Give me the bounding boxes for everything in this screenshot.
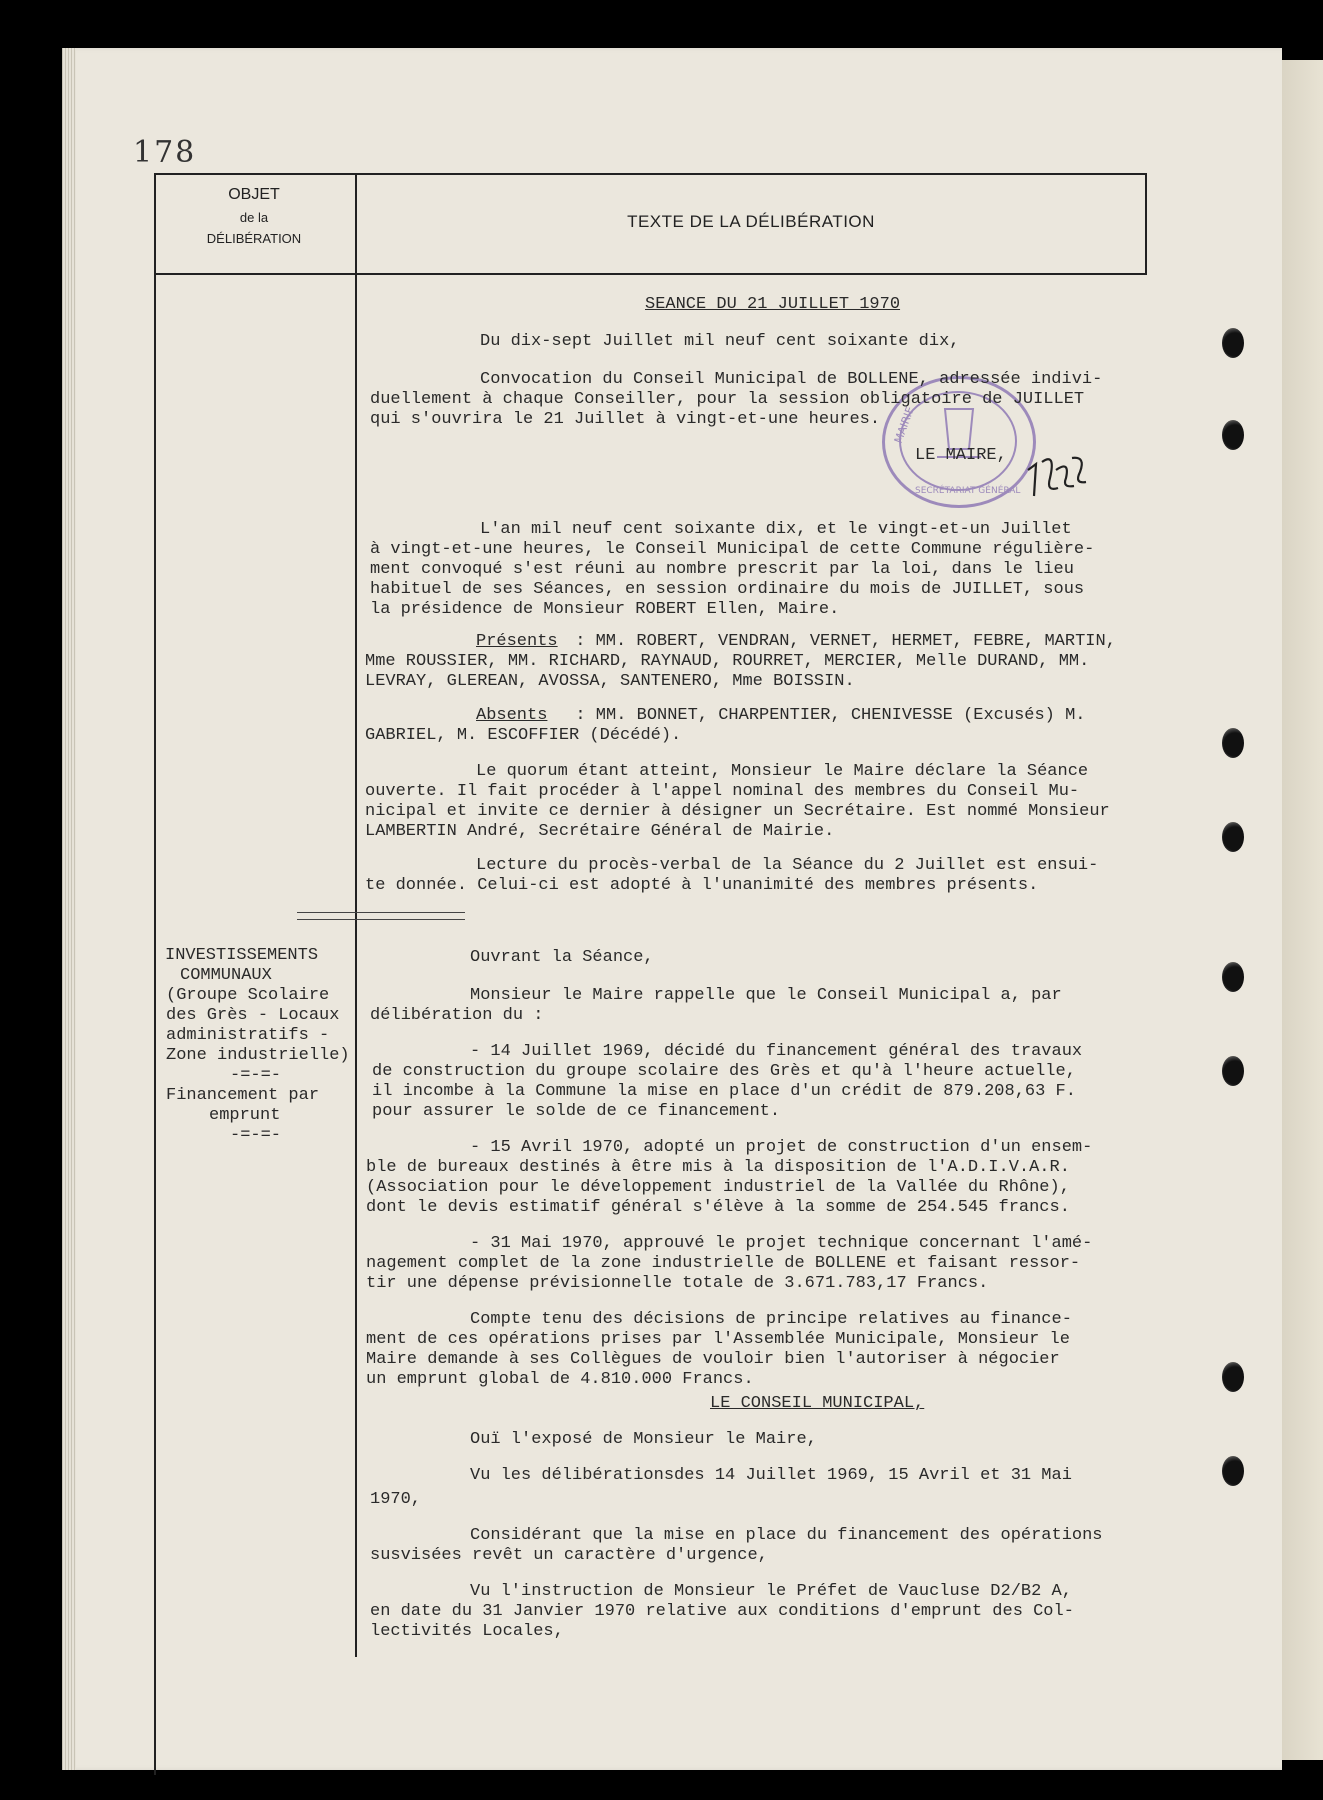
rappel-line: délibération du :: [370, 1006, 544, 1025]
le-maire: LE MAIRE,: [915, 446, 1007, 465]
facing-page-edge: [1275, 60, 1323, 1760]
frame-left-border: [154, 275, 156, 1675]
binder-hole: [1222, 728, 1244, 758]
item2-line: dont le devis estimatif général s'élève à la somme de 254.545 francs.: [366, 1198, 1070, 1217]
presents-line: Mme ROUSSIER, MM. RICHARD, RAYNAUD, ROURRET, MERCIER, Melle DURAND, MM.: [365, 652, 1090, 671]
stamp-text-secretariat: SECRÉTARIAT GÉNÉRAL: [915, 486, 1021, 496]
item1-line: - 14 Juillet 1969, décidé du financement général des travaux: [470, 1042, 1083, 1061]
page-number: 178: [133, 135, 197, 170]
page-stack-edge: [62, 48, 76, 1770]
considerant-line: susvisées revêt un caractère d'urgence,: [370, 1546, 768, 1565]
binder-hole: [1222, 328, 1244, 358]
binder-hole: [1222, 822, 1244, 852]
header-objet-line2: de la: [239, 210, 269, 225]
quorum-line: Le quorum étant atteint, Monsieur le Maire déclare la Séance: [476, 762, 1089, 781]
absents-line: GABRIEL, M. ESCOFFIER (Décédé).: [365, 726, 682, 745]
item1-line: il incombe à la Commune la mise en place d'un crédit de 879.208,63 F.: [372, 1082, 1076, 1101]
vu1-line: 1970,: [370, 1490, 422, 1509]
subject-line: administratifs -: [166, 1026, 330, 1045]
binder-hole: [1222, 1456, 1244, 1486]
item2-line: (Association pour le développement industriel de la Vallée du Rhône),: [366, 1178, 1070, 1197]
header-texte: TEXTE DE LA DÉLIBÉRATION: [627, 212, 875, 231]
presents-line: : MM. ROBERT, VENDRAN, VERNET, HERMET, FEBRE, MARTIN,: [565, 632, 1116, 651]
conseil-heading: LE CONSEIL MUNICIPAL,: [710, 1394, 925, 1413]
opening-line: la présidence de Monsieur ROBERT Ellen, Maire.: [370, 600, 840, 619]
subject-line: INVESTISSEMENTS: [165, 946, 319, 965]
oui-line: Ouï l'exposé de Monsieur le Maire,: [470, 1430, 817, 1449]
header-objet-line1: OBJET: [228, 186, 280, 203]
binder-hole: [1222, 1056, 1244, 1086]
opening-line: à vingt-et-une heures, le Conseil Municipal de cette Commune régulière-: [370, 540, 1095, 559]
header-divider: [156, 273, 1147, 275]
presents-line: LEVRAY, GLEREAN, AVOSSA, SANTENERO, Mme BOISSIN.: [365, 672, 855, 691]
binder-hole: [1222, 420, 1244, 450]
opening-line: ment convoqué s'est réuni au nombre prescrit par la loi, dans le lieu: [370, 560, 1074, 579]
compte-line: Compte tenu des décisions de principe relatives au finance-: [470, 1310, 1072, 1329]
binder-hole: [1222, 962, 1244, 992]
convocation-line: Convocation du Conseil Municipal de BOLLENE, adressée indivi-: [480, 370, 1103, 389]
item3-line: tir une dépense prévisionnelle totale de 3.671.783,17 Francs.: [366, 1274, 989, 1293]
lecture-line: Lecture du procès-verbal de la Séance du 2 Juillet est ensui-: [476, 856, 1099, 875]
date-line: Du dix-sept Juillet mil neuf cent soixante dix,: [480, 332, 960, 351]
subject2-line: Financement par: [166, 1086, 320, 1105]
compte-line: Maire demande à ses Collègues de vouloir bien l'autoriser à négocier: [366, 1350, 1060, 1369]
absents-line: : MM. BONNET, CHARPENTIER, CHENIVESSE (Excusés) M.: [555, 706, 1086, 725]
vu2-line: Vu l'instruction de Monsieur le Préfet de Vaucluse D2/B2 A,: [470, 1582, 1072, 1601]
item3-line: - 31 Mai 1970, approuvé le projet technique concernant l'amé-: [470, 1234, 1093, 1253]
item3-line: nagement complet de la zone industrielle de BOLLENE et faisant ressor-: [366, 1254, 1081, 1273]
header-objet-line3: DÉLIBÉRATION: [206, 231, 302, 246]
quorum-line: LAMBERTIN André, Secrétaire Général de Mairie.: [365, 822, 835, 841]
section-separator: [297, 912, 465, 920]
ouvrant-line: Ouvrant la Séance,: [470, 948, 654, 967]
considerant-line: Considérant que la mise en place du financement des opérations: [470, 1526, 1103, 1545]
mayor-signature: [1022, 448, 1092, 508]
vu2-line: lectivités Locales,: [370, 1622, 564, 1641]
subject-line: des Grès - Locaux: [166, 1006, 340, 1025]
lecture-line: te donnée. Celui-ci est adopté à l'unanimité des membres présents.: [365, 876, 1039, 895]
opening-line: habituel de ses Séances, en session ordinaire du mois de JUILLET, sous: [370, 580, 1085, 599]
subject-line: (Groupe Scolaire: [166, 986, 330, 1005]
subject-line: Zone industrielle): [166, 1046, 350, 1065]
compte-line: un emprunt global de 4.810.000 Francs.: [366, 1370, 754, 1389]
header-objet: [154, 186, 354, 252]
absents-label: Absents: [476, 706, 548, 725]
stamp-text-mairie: MAIRIE: [891, 404, 917, 445]
item2-line: ble de bureaux destinés à être mis à la disposition de l'A.D.I.V.A.R.: [366, 1158, 1070, 1177]
subject-ornament: -=-=-: [230, 1126, 282, 1145]
seance-title: SEANCE DU 21 JUILLET 1970: [645, 295, 901, 314]
vu2-line: en date du 31 Janvier 1970 relative aux conditions d'emprunt des Col-: [370, 1602, 1074, 1621]
quorum-line: ouverte. Il fait procéder à l'appel nominal des membres du Conseil Mu-: [365, 782, 1080, 801]
presents-label: Présents: [476, 632, 558, 651]
rappel-line: Monsieur le Maire rappelle que le Conseil Municipal a, par: [470, 986, 1062, 1005]
item1-line: pour assurer le solde de ce financement.: [372, 1102, 781, 1121]
vu1-line: Vu les délibérationsdes 14 Juillet 1969, 15 Avril et 31 Mai: [470, 1466, 1072, 1485]
subject-line: COMMUNAUX: [180, 966, 272, 985]
item2-line: - 15 Avril 1970, adopté un projet de construction d'un ensem-: [470, 1138, 1093, 1157]
convocation-line: qui s'ouvrira le 21 Juillet à vingt-et-une heures.: [370, 410, 881, 429]
subject-ornament: -=-=-: [230, 1066, 282, 1085]
subject2-line: emprunt: [209, 1106, 281, 1125]
opening-line: L'an mil neuf cent soixante dix, et le vingt-et-un Juillet: [480, 520, 1072, 539]
convocation-line: duellement à chaque Conseiller, pour la session obligatoire de JUILLET: [370, 390, 1085, 409]
quorum-line: nicipal et invite ce dernier à désigner un Secrétaire. Est nommé Monsieur: [365, 802, 1110, 821]
item1-line: de construction du groupe scolaire des Grès et qu'à l'heure actuelle,: [372, 1062, 1076, 1081]
compte-line: ment de ces opérations prises par l'Assemblée Municipale, Monsieur le: [366, 1330, 1070, 1349]
binder-hole: [1222, 1362, 1244, 1392]
